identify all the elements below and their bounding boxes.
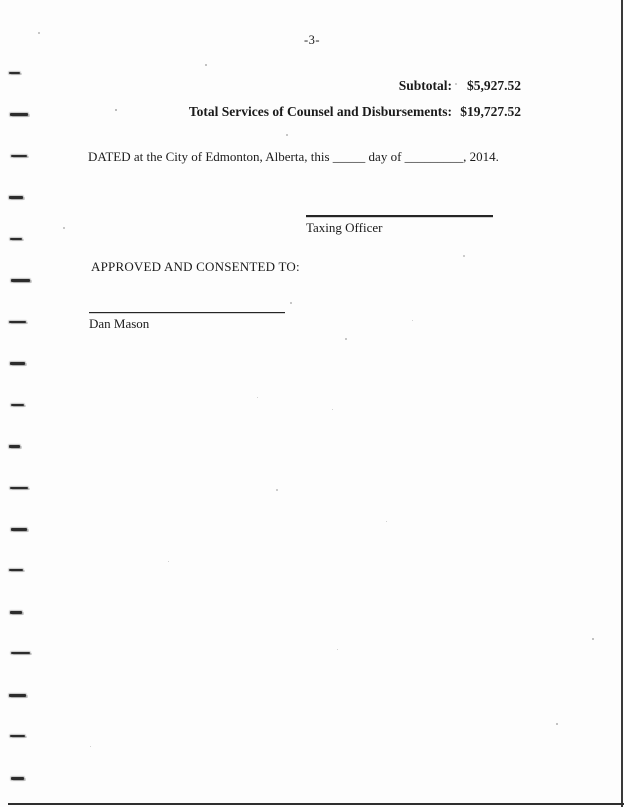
approved-consented-heading: APPROVED AND CONSENTED TO:	[91, 259, 300, 274]
signatory-signature-block	[89, 312, 285, 332]
taxing-officer-signature-block	[306, 215, 493, 236]
scan-speck	[386, 521, 387, 522]
grand-total-row	[0, 104, 624, 122]
scan-speck	[286, 134, 288, 136]
scan-speck	[556, 723, 558, 725]
binding-mark	[9, 694, 26, 697]
scan-speck	[412, 320, 413, 321]
scan-speck	[90, 746, 91, 747]
taxing-officer-signature-line	[306, 215, 493, 217]
scan-speck	[332, 409, 333, 410]
binding-mark	[11, 528, 27, 531]
scan-speck	[63, 227, 65, 229]
scan-speck	[168, 561, 169, 562]
binding-mark	[10, 487, 28, 489]
page-number: -3-	[303, 33, 321, 47]
binding-mark	[11, 404, 24, 406]
binding-mark	[11, 777, 24, 780]
scan-speck	[337, 649, 338, 650]
scan-speck	[345, 338, 347, 340]
dated-line: DATED at the City of Edmonton, Alberta, this _____ day of _________, 2014.	[88, 149, 499, 164]
binding-mark	[10, 362, 25, 365]
binding-mark	[11, 155, 27, 157]
binding-mark	[10, 735, 25, 737]
grand-total-label: Total Services of Counsel and Disbursements:	[188, 104, 452, 119]
scan-speck	[463, 255, 465, 257]
scan-speck	[257, 397, 258, 398]
binding-mark	[10, 611, 22, 614]
binding-mark	[9, 321, 26, 323]
binding-mark	[9, 196, 23, 199]
subtotal-value: $5,927.52	[467, 78, 521, 93]
subtotal-label: Subtotal:	[398, 78, 452, 93]
binding-mark	[10, 238, 22, 240]
binding-mark	[9, 569, 23, 571]
scan-edge-bottom-line	[8, 803, 624, 805]
signatory-signature-line	[89, 312, 285, 313]
binding-mark	[9, 445, 20, 448]
scan-speck	[276, 489, 278, 491]
binding-mark	[11, 279, 30, 282]
scan-speck	[592, 638, 594, 640]
subtotal-row	[0, 78, 624, 96]
signatory-name-label: Dan Mason	[89, 316, 150, 331]
binding-mark	[11, 652, 30, 654]
taxing-officer-label: Taxing Officer	[306, 220, 383, 235]
grand-total-value: $19,727.52	[460, 104, 521, 119]
scan-speck	[290, 302, 292, 304]
binding-mark	[9, 72, 20, 74]
scan-speck	[205, 64, 207, 66]
